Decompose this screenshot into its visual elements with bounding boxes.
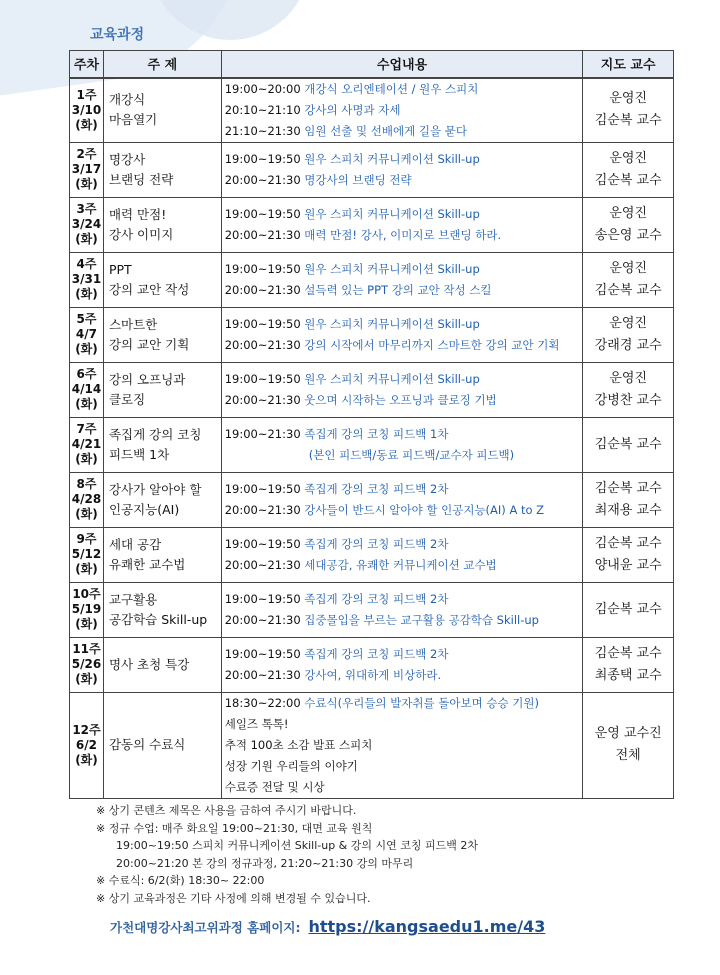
- week-cell: [70, 527, 104, 582]
- session-line: [225, 445, 583, 466]
- table-row: [70, 692, 674, 798]
- week-cell: [70, 78, 104, 143]
- session-description: 원우 스피치 커뮤니케이션 Skill-up: [304, 261, 480, 276]
- week-text: 4주: [76, 257, 97, 271]
- week-text: 12주: [72, 722, 101, 737]
- week-cell: [70, 197, 104, 252]
- homepage-label: 가천대명강사최고위과정 홈페이지:: [110, 920, 301, 935]
- topic-cell: [103, 472, 221, 527]
- session-line: [225, 644, 583, 665]
- topic-cell: [103, 692, 221, 798]
- instructor-name: 김순복 교수: [594, 172, 662, 188]
- week-cell: [70, 692, 104, 798]
- topic-cell: [103, 362, 221, 417]
- header-week: 주차: [70, 51, 104, 78]
- session-description: 강사들이 반드시 알아야 할 인공지능(AI) A to Z: [304, 502, 545, 517]
- section-title: 교육과정: [90, 27, 145, 43]
- week-cell: [70, 307, 104, 362]
- topic-text: 강사 이미지: [108, 226, 174, 242]
- topic-text: 세대 공감: [108, 536, 162, 552]
- session-time: 18:30~22:00: [224, 695, 301, 710]
- table-row: [70, 252, 674, 307]
- instructor-name: 운영진: [609, 370, 648, 386]
- session-description: 웃으며 시작하는 오프닝과 클로징 기법: [304, 392, 497, 407]
- session-description: 세일즈 톡톡!: [224, 716, 289, 731]
- topic-cell: [103, 142, 221, 197]
- instructor-name: 김순복 교수: [594, 480, 662, 496]
- topic-cell: [103, 307, 221, 362]
- topic-text: 스마트한: [108, 316, 158, 332]
- content-cell: [221, 582, 583, 637]
- session-description: 매력 만점! 강사, 이미지로 브랜딩 하라.: [304, 227, 502, 242]
- session-time: 19:00~19:50: [224, 316, 301, 331]
- content-cell: [221, 78, 583, 143]
- topic-cell: [103, 582, 221, 637]
- session-line: [225, 259, 583, 280]
- header-content: 수업내용: [221, 51, 583, 78]
- week-text: (화): [75, 507, 98, 521]
- session-line: [225, 149, 583, 170]
- instructor-cell: [583, 197, 674, 252]
- session-description: 강사의 사명과 자세: [304, 102, 401, 117]
- table-row: [70, 307, 674, 362]
- week-text: (화): [75, 562, 98, 576]
- week-text: (화): [75, 117, 98, 132]
- week-cell: [70, 142, 104, 197]
- instructor-name: 김순복 교수: [594, 535, 662, 551]
- instructor-name: 강병찬 교수: [594, 392, 662, 408]
- session-description: 성장 기원 우리들의 이야기: [224, 758, 358, 773]
- topic-text: 강사가 알아야 할: [108, 481, 202, 497]
- session-time: 19:00~19:50: [224, 261, 301, 276]
- week-cell: [70, 472, 104, 527]
- session-description: 세대공감, 유쾌한 커뮤니케이션 교수법: [304, 557, 497, 572]
- content-cell: [221, 142, 583, 197]
- week-text: 4/14: [71, 382, 102, 396]
- topic-text: 피드백 1차: [108, 446, 170, 462]
- instructor-name: 김순복 교수: [594, 282, 662, 298]
- table-row: [70, 142, 674, 197]
- session-time: 20:00~21:30: [224, 227, 301, 242]
- session-time: 20:00~21:30: [224, 557, 301, 572]
- topic-text: 공감학습 Skill-up: [108, 611, 208, 627]
- table-row: [70, 417, 674, 472]
- session-line: [225, 500, 583, 521]
- table-body: [70, 78, 674, 799]
- session-description: 개강식 오리엔테이션 / 원우 스피치: [304, 81, 479, 96]
- week-text: (화): [75, 452, 98, 466]
- note-regular-detail-2: 20:00~21:20 본 강의 정규과정, 21:20~21:30 강의 마무리: [116, 856, 414, 870]
- session-line: [225, 204, 583, 225]
- session-time: 19:00~19:50: [224, 591, 301, 606]
- content-cell: [221, 527, 583, 582]
- note-regular-detail-1: 19:00~19:50 스피치 커뮤니케이션 Skill-up & 강의 시연 코칭 피드백 2차: [116, 839, 478, 852]
- week-text: (화): [75, 672, 98, 686]
- session-time: 19:00~19:50: [224, 151, 301, 166]
- topic-text: 브랜딩 전략: [108, 171, 174, 187]
- instructor-cell: [583, 142, 674, 197]
- session-description: 족집게 강의 코칭 피드백 1차: [304, 426, 449, 441]
- session-line: [225, 280, 583, 301]
- week-text: 3주: [76, 202, 97, 216]
- week-text: 6주: [76, 367, 97, 381]
- content-cell: [221, 252, 583, 307]
- session-line: [225, 170, 583, 191]
- week-text: 9주: [76, 532, 97, 546]
- session-line: [225, 225, 583, 246]
- week-text: (화): [75, 752, 98, 767]
- header-instructor: 지도 교수: [583, 51, 674, 78]
- table-row: [70, 362, 674, 417]
- instructor-cell: [583, 307, 674, 362]
- instructor-cell: [583, 637, 674, 692]
- instructor-cell: [583, 527, 674, 582]
- week-text: 7주: [76, 422, 97, 436]
- week-cell: [70, 252, 104, 307]
- instructor-name: 김순복 교수: [594, 601, 662, 617]
- topic-text: 족집게 강의 코칭: [108, 426, 202, 442]
- session-line: [225, 314, 583, 335]
- session-description: 추적 100초 소감 발표 스피치: [224, 737, 373, 752]
- content-cell: [221, 307, 583, 362]
- week-text: 3/17: [71, 162, 102, 176]
- content-cell: [221, 197, 583, 252]
- week-text: 3/31: [71, 272, 102, 286]
- note-change: ※ 상기 교육과정은 기타 사정에 의해 변경될 수 있습니다.: [96, 891, 371, 905]
- instructor-name: 김순복 교수: [594, 113, 662, 128]
- week-text: 4/7: [75, 327, 98, 341]
- instructor-name: 운영진: [609, 315, 648, 331]
- session-line: [225, 369, 583, 390]
- week-cell: [70, 582, 104, 637]
- session-line: [225, 121, 583, 142]
- session-line: [225, 693, 583, 714]
- instructor-cell: [583, 692, 674, 798]
- topic-text: 유쾌한 교수법: [108, 556, 186, 572]
- session-line: [225, 756, 583, 777]
- session-time: 21:10~21:30: [224, 123, 301, 138]
- week-text: 4/28: [71, 492, 102, 506]
- instructor-cell: [583, 252, 674, 307]
- session-time: 20:00~21:30: [224, 337, 301, 352]
- topic-cell: [103, 527, 221, 582]
- session-time: 19:00~19:50: [224, 371, 301, 386]
- week-text: 5주: [76, 312, 97, 326]
- session-line: [225, 79, 583, 100]
- session-time: 19:00~19:50: [224, 481, 301, 496]
- week-text: (화): [75, 397, 98, 411]
- instructor-name: 김순복 교수: [594, 436, 662, 452]
- instructor-name: 최재용 교수: [594, 502, 662, 518]
- session-description: 명강사의 브랜딩 전략: [304, 172, 412, 187]
- topic-cell: [103, 197, 221, 252]
- topic-cell: [103, 252, 221, 307]
- week-text: 11주: [72, 642, 101, 656]
- instructor-name: 운영진: [609, 91, 648, 106]
- session-time: 19:00~20:00: [224, 81, 301, 96]
- session-line: [225, 100, 583, 121]
- topic-cell: [103, 637, 221, 692]
- session-time: 20:00~21:30: [224, 612, 301, 627]
- session-time: 19:00~19:50: [224, 536, 301, 551]
- session-description: 족집게 강의 코칭 피드백 2차: [304, 481, 449, 496]
- week-text: 1주: [76, 87, 97, 102]
- table-row: [70, 197, 674, 252]
- content-cell: [221, 692, 583, 798]
- instructor-cell: [583, 472, 674, 527]
- instructor-name: 전체: [615, 748, 641, 763]
- session-description: 족집게 강의 코칭 피드백 2차: [304, 591, 449, 606]
- week-text: 2주: [76, 147, 97, 161]
- session-line: [225, 390, 583, 411]
- week-text: 5/19: [71, 602, 102, 616]
- week-text: 8주: [76, 477, 97, 491]
- week-text: 4/21: [71, 437, 102, 451]
- instructor-name: 운영진: [609, 260, 648, 276]
- session-description: 임원 선출 및 선배에게 길을 묻다: [304, 123, 467, 138]
- week-text: (화): [75, 287, 98, 301]
- notes-section: [96, 802, 478, 907]
- curriculum-table: [69, 50, 674, 799]
- instructor-cell: [583, 78, 674, 143]
- topic-text: 교구활용: [108, 591, 158, 607]
- week-text: (화): [75, 177, 98, 191]
- week-text: (화): [75, 617, 98, 631]
- table-row: [70, 637, 674, 692]
- topic-text: 강의 오프닝과: [108, 371, 186, 387]
- session-line: [225, 479, 583, 500]
- week-text: 10주: [72, 587, 101, 601]
- session-description: 수료식(우리들의 발자취를 돌아보며 승승 기원): [304, 695, 539, 710]
- topic-cell: [103, 78, 221, 143]
- week-text: 3/24: [71, 217, 102, 231]
- session-line: [225, 589, 583, 610]
- homepage-link[interactable]: https://kangsaedu1.me/43: [308, 917, 546, 936]
- session-description: 집중몰입을 부르는 교구활용 공감학습 Skill-up: [304, 612, 539, 627]
- session-description: 강사여, 위대하게 비상하라.: [304, 667, 442, 682]
- week-text: 5/12: [71, 547, 102, 561]
- topic-text: 강의 교안 작성: [108, 281, 190, 297]
- session-time: 19:00~19:50: [224, 206, 301, 221]
- instructor-cell: [583, 582, 674, 637]
- session-time: 20:00~21:30: [224, 282, 301, 297]
- instructor-name: 강래경 교수: [594, 337, 662, 353]
- instructor-cell: [583, 417, 674, 472]
- topic-text: 명사 초청 특강: [108, 656, 190, 672]
- note-copyright: ※ 상기 콘텐츠 제목은 사용을 금하여 주시기 바랍니다.: [96, 804, 357, 817]
- topic-text: 강의 교안 기획: [108, 336, 190, 352]
- content-cell: [221, 417, 583, 472]
- content-cell: [221, 472, 583, 527]
- session-line: [225, 610, 583, 631]
- header-topic: 주 제: [103, 51, 221, 78]
- session-time: 19:00~21:30: [224, 426, 301, 441]
- session-line: [225, 555, 583, 576]
- note-regular-class: ※ 정규 수업: 매주 화요일 19:00~21:30, 대면 교육 원칙: [96, 821, 373, 835]
- note-graduation: ※ 수료식: 6/2(화) 18:30~ 22:00: [96, 874, 265, 887]
- topic-text: 마음열기: [108, 112, 158, 127]
- instructor-name: 김순복 교수: [594, 645, 662, 661]
- instructor-name: 운영진: [609, 205, 648, 221]
- topic-text: 인공지능(AI): [108, 501, 180, 517]
- session-line: [225, 424, 583, 445]
- instructor-name: 운영진: [609, 150, 648, 166]
- session-description: 원우 스피치 커뮤니케이션 Skill-up: [304, 206, 480, 221]
- session-line: [225, 534, 583, 555]
- week-text: (화): [75, 342, 98, 356]
- week-cell: [70, 637, 104, 692]
- session-description: 원우 스피치 커뮤니케이션 Skill-up: [304, 316, 480, 331]
- session-line: [225, 777, 583, 798]
- instructor-name: 송은영 교수: [594, 227, 662, 243]
- week-text: (화): [75, 232, 98, 246]
- table-row: [70, 582, 674, 637]
- table-row: [70, 527, 674, 582]
- table-header-row: [70, 51, 674, 78]
- week-text: 3/10: [71, 102, 102, 117]
- session-description: 수료증 전달 및 시상: [224, 779, 325, 794]
- session-time: 20:00~21:30: [224, 172, 301, 187]
- instructor-name: 최종택 교수: [594, 667, 662, 683]
- session-time: 19:00~19:50: [224, 646, 301, 661]
- session-line: [225, 665, 583, 686]
- session-line: [225, 735, 583, 756]
- session-line: [225, 714, 583, 735]
- topic-text: PPT: [108, 261, 132, 277]
- session-description: 원우 스피치 커뮤니케이션 Skill-up: [304, 151, 480, 166]
- topic-text: 개강식: [108, 92, 146, 107]
- instructor-cell: [583, 362, 674, 417]
- session-description: 족집게 강의 코칭 피드백 2차: [304, 536, 449, 551]
- homepage-line: [110, 917, 545, 936]
- topic-text: 명강사: [108, 151, 146, 167]
- week-cell: [70, 362, 104, 417]
- content-cell: [221, 362, 583, 417]
- session-time: 20:00~21:30: [224, 502, 301, 517]
- session-time: 20:00~21:30: [224, 667, 301, 682]
- content-cell: [221, 637, 583, 692]
- topic-text: 클로징: [108, 391, 146, 407]
- table-row: [70, 472, 674, 527]
- instructor-name: 양내윤 교수: [594, 557, 662, 573]
- topic-cell: [103, 417, 221, 472]
- session-description: 설득력 있는 PPT 강의 교안 작성 스킬: [304, 282, 492, 297]
- table-row: [70, 78, 674, 143]
- session-description: 족집게 강의 코칭 피드백 2차: [304, 646, 449, 661]
- week-text: 6/2: [75, 737, 98, 752]
- session-description: (본인 피드백/동료 피드백/교수자 피드백): [308, 447, 515, 462]
- instructor-name: 운영 교수진: [594, 726, 662, 741]
- session-time: 20:10~21:10: [224, 102, 301, 117]
- session-time: 20:00~21:30: [224, 392, 301, 407]
- week-text: 5/26: [71, 657, 102, 671]
- session-description: 원우 스피치 커뮤니케이션 Skill-up: [304, 371, 480, 386]
- week-cell: [70, 417, 104, 472]
- session-description: 강의 시작에서 마무리까지 스마트한 강의 교안 기획: [304, 337, 560, 352]
- topic-text: 감동의 수료식: [108, 737, 186, 752]
- session-line: [225, 335, 583, 356]
- topic-text: 매력 만점!: [108, 206, 167, 222]
